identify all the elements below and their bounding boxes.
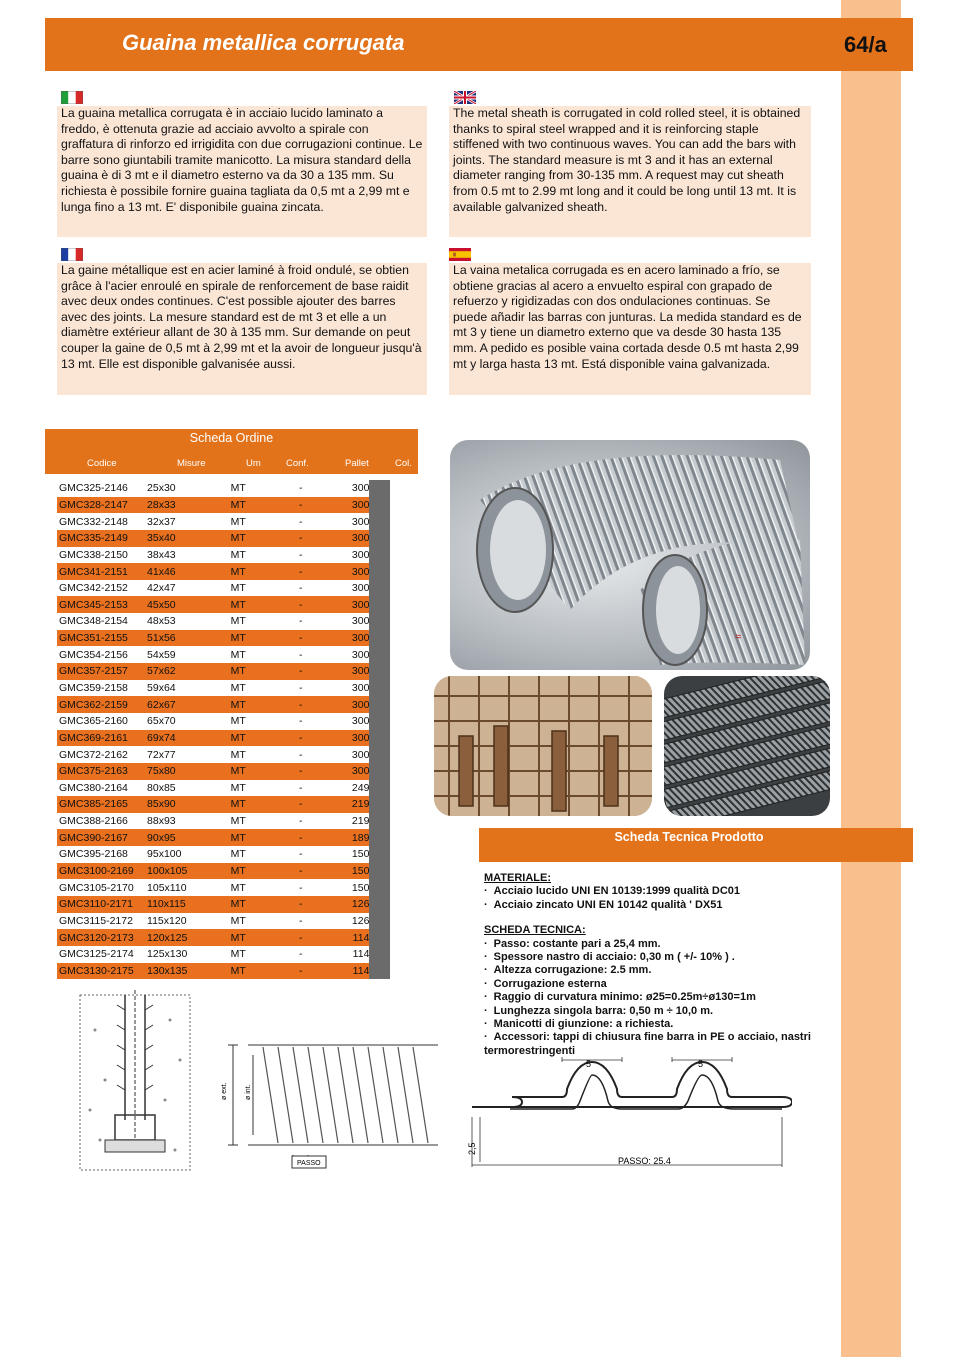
table-cell: 72x77 [147,748,176,761]
table-cell: 300 [351,615,370,628]
table-cell: - [299,548,303,561]
table-cell: 28x33 [145,497,229,514]
color-cell [369,963,390,980]
spec-item [484,1005,844,1018]
table-cell: MT [229,796,279,813]
table-cell: 115x120 [147,914,187,927]
table-cell: GMC325-2146 [59,482,128,495]
dim-top-1: 5 [586,1059,592,1069]
color-cell [369,746,390,763]
bullet: · [484,1031,488,1044]
column-header-size: Misure [177,458,206,469]
dim-top-2: 5 [698,1059,704,1069]
table-cell: 114 [341,929,370,946]
pitch-label: PASSO: 25.4 [618,1156,671,1166]
color-cell [369,497,390,514]
table-cell: 69x74 [145,730,229,747]
color-cell [369,913,390,930]
material-list [484,885,844,912]
svg-text:ø int.: ø int. [245,1084,252,1100]
table-row [57,630,390,647]
table-cell: - [299,648,303,661]
table-cell: GMC359-2158 [59,682,128,694]
table-cell: - [299,582,303,595]
table-cell: GMC3120-2173 [57,929,145,946]
table-cell: GMC341-2151 [57,563,145,580]
table-cell: - [279,896,341,913]
table-row [57,497,390,514]
table-cell: GMC3105-2170 [59,881,134,894]
color-cell [369,829,390,846]
tech-sheet-title: Scheda Tecnica Prodotto [614,830,764,844]
table-cell: 300 [351,515,370,528]
table-cell: 100x105 [145,863,229,880]
table-cell: 249 [351,781,370,794]
table-cell: 35x40 [145,530,229,547]
page-title: Guaina metallica corrugata [122,30,405,55]
table-row [57,696,390,713]
table-cell: 80x85 [147,781,176,794]
spec-item [484,991,844,1004]
description-fr: La gaine métallique est en acier laminé à froid ondulé, se obtien grâce à l'acier enroulé en spirale de renforcement de base raidit avec deux ondes continues. C'est possible ajouter des barres avec des joints. La mesure standard est de mt 3 et elle a un diamètre extérieur allant de 30 à 135 mm. Sur demande on peut couper la gaine de 0,5 mt à 2,99 mt et la avoir de longueur jusqu'à 13 mt. Elle est disponible galvanisée aussi. [57,263,427,395]
table-cell: GMC380-2164 [59,781,128,794]
table-cell: 38x43 [147,548,176,561]
table-row [57,796,390,813]
table-cell: MT [230,781,246,794]
table-cell: 90x95 [145,829,229,846]
table-cell: GMC372-2162 [59,748,128,761]
description-en: The metal sheath is corrugated in cold rolled steel, it is obtained thanks to spiral steel wrapped and it is reinforcing staple stiffened with two continuous waves. You can add the bars with joints. The standard measure is mt 3 and it has an external diameter ranging from 30-135 mm. A request may cut sheath from 0.5 mt to 2.99 mt long and it could be long until 13 mt. It is available galvanized sheath. [449,106,811,237]
table-cell: 150 [351,848,370,861]
table-cell: 126 [341,896,370,913]
bullet: · [484,885,488,898]
table-cell: 300 [341,696,370,713]
column-header-code: Codice [87,458,117,469]
table-row [57,513,390,530]
table-cell: MT [229,863,279,880]
column-header-unit: Um [246,458,261,469]
color-cell [369,946,390,963]
table-cell: MT [230,648,246,661]
table-cell: - [279,696,341,713]
table-cell: MT [230,848,246,861]
bullet: · [484,951,488,964]
table-cell: 300 [351,648,370,661]
table-row [57,879,390,896]
table-cell: 57x62 [145,663,229,680]
page-number: 64/a [844,32,887,57]
table-row [57,596,390,613]
table-cell: 300 [341,596,370,613]
table-cell: MT [229,497,279,514]
bullet: · [484,991,488,1004]
table-cell: 300 [351,682,370,694]
table-cell: 300 [341,630,370,647]
table-row [57,580,390,597]
description-it: La guaina metallica corrugata è in acciaio lucido laminato a freddo, è ottenuta grazie ad acciaio avvolto a spirale con graffatura di rinforzo ed irrigidita con due corrugazioni continue. Le barre sono giuntabili tramite manicotto. La misura standard della guaina è di 3 mt e il diametro esterno va da 30 a 135 mm. Su richiesta è possibile fornire guaina tagliata da 0,5 mt a 2,99 mt e lunga fino a 13 mt. E' disponibile guaina zincata. [57,106,427,237]
table-cell: GMC3115-2172 [59,914,133,927]
table-cell: 300 [341,530,370,547]
table-cell: MT [229,596,279,613]
color-cell [369,929,390,946]
order-table [57,480,390,979]
table-cell: 300 [341,497,370,514]
table-cell: 300 [341,730,370,747]
table-row [57,663,390,680]
table-cell: 300 [351,715,370,728]
table-cell: - [279,929,341,946]
table-cell: MT [229,963,279,980]
table-cell: - [299,682,303,694]
table-cell: 300 [341,763,370,780]
color-cell [369,613,390,630]
table-cell: 219 [351,815,370,828]
table-row [57,896,390,913]
table-row [57,613,390,630]
color-cell [369,547,390,564]
table-cell: GMC332-2148 [59,515,128,528]
product-photo-stack [664,676,830,816]
installation-drawing [75,990,195,1175]
table-cell: - [279,763,341,780]
spec-item [484,951,844,964]
column-header-color: Col. [395,458,412,469]
table-cell: GMC348-2154 [59,615,128,628]
table-cell: 62x67 [145,696,229,713]
table-cell: MT [229,563,279,580]
table-cell: 114 [352,948,370,961]
color-cell [369,879,390,896]
column-header-pack: Conf. [286,458,309,469]
color-cell [369,813,390,830]
dim-height: 2,5 [467,1142,477,1155]
spec-text: Manicotti di giunzione: a richiesta. [493,1018,674,1031]
table-cell: 300 [341,563,370,580]
table-cell: - [299,515,303,528]
bullet: · [484,1018,488,1031]
table-cell: 300 [341,663,370,680]
table-cell: 88x93 [147,815,176,828]
table-cell: GMC375-2163 [57,763,145,780]
table-cell: MT [229,696,279,713]
table-cell: 125x130 [147,948,188,961]
table-cell: - [279,596,341,613]
spec-text: Passo: costante pari a 25,4 mm. [493,937,661,950]
table-cell: - [299,482,303,495]
spec-text: Acciaio zincato UNI EN 10142 qualità ' DX51 [493,898,723,911]
table-cell: MT [230,914,246,927]
table-cell: MT [230,482,246,495]
spec-text: Lunghezza singola barra: 0,50 m ÷ 10,0 m. [493,1004,714,1017]
table-cell: MT [229,630,279,647]
spain-flag-icon [449,248,471,261]
table-cell: GMC369-2161 [57,730,145,747]
spec-text: Altezza corrugazione: 2.5 mm. [493,964,652,977]
table-row [57,480,390,497]
table-row [57,963,390,980]
table-cell: GMC390-2167 [57,829,145,846]
column-header-pallet: Pallet [345,458,369,469]
color-cell [369,796,390,813]
table-cell: 300 [351,482,370,495]
table-cell: 219 [341,796,370,813]
table-row [57,863,390,880]
table-cell: MT [230,682,246,694]
table-cell: 45x50 [145,596,229,613]
table-cell: MT [229,763,279,780]
spec-text: Acciaio lucido UNI EN 10139:1999 qualità DC01 [493,885,741,898]
table-row [57,646,390,663]
table-cell: MT [229,929,279,946]
table-row [57,780,390,797]
spec-item [484,885,844,898]
color-cell [369,646,390,663]
table-cell: 65x70 [147,715,176,728]
table-cell: 25x30 [147,482,176,495]
table-cell: - [279,796,341,813]
table-cell: 150 [351,881,370,894]
table-cell: - [299,815,303,828]
color-cell [369,696,390,713]
table-cell: MT [230,815,246,828]
table-cell: 42x47 [147,582,176,595]
bullet: · [484,937,488,950]
color-cell [369,896,390,913]
table-cell: GMC3110-2171 [57,896,145,913]
table-cell: MT [229,730,279,747]
table-cell: - [279,630,341,647]
table-cell: GMC365-2160 [59,715,128,728]
table-cell: GMC3100-2169 [57,863,145,880]
france-flag-icon [61,248,83,261]
table-cell: - [279,530,341,547]
table-cell: 114 [341,963,370,980]
table-row [57,730,390,747]
table-cell: - [299,615,303,628]
bullet: · [484,977,488,990]
table-cell: GMC362-2159 [57,696,145,713]
product-photo-sheath [450,440,810,670]
bullet: · [484,1004,488,1017]
table-cell: MT [230,548,246,561]
sheath-section-drawing [218,1025,438,1170]
color-cell [369,530,390,547]
table-cell: 51x56 [145,630,229,647]
table-row [57,563,390,580]
profile-drawing [462,1057,792,1172]
description-es: La vaina metalica corrugada es en acero laminado a frío, se obtiene gracias al acero a envuelto espiral con grapado de refuerzo y rigidizadas con dos ondulaciones continuas. Se puede añadir las barras con junturas. La medida standard es de mt 3 y tiene un diametro externo que va desde 30 hasta 135 mm. A pedido es posible vaina cortada desde 0.5 mt hasta 2,99 mt y larga hasta 13 mt. Está disponible vaina galvanizada. [449,263,811,395]
table-row [57,813,390,830]
italy-flag-icon [61,91,83,104]
spec-text: Raggio di curvatura minimo: ø25=0.25m÷ø130=1m [493,991,756,1004]
svg-text:≈: ≈ [735,631,742,643]
color-cell [369,596,390,613]
table-cell: 48x53 [147,615,176,628]
table-cell: - [279,730,341,747]
table-cell: MT [230,615,246,628]
table-cell: - [299,948,303,961]
spec-item [484,1031,844,1058]
table-row [57,846,390,863]
spec-text: Spessore nastro di acciaio: 0,30 m ( +/- 10% ) . [493,951,735,964]
tech-sheet-header [479,828,913,862]
table-cell: 95x100 [147,848,182,861]
color-cell [369,680,390,697]
table-row [57,929,390,946]
table-row [57,713,390,730]
table-cell: GMC335-2149 [57,530,145,547]
order-table-header [45,429,418,474]
table-cell: GMC342-2152 [59,582,128,595]
table-cell: 300 [351,548,370,561]
color-cell [369,580,390,597]
color-cell [369,663,390,680]
spec-text: Corrugazione esterna [493,977,607,990]
table-row [57,680,390,697]
table-cell: GMC3125-2174 [59,948,134,961]
table-row [57,763,390,780]
color-cell [369,763,390,780]
table-cell: 85x90 [145,796,229,813]
color-cell [369,863,390,880]
table-cell: 126 [351,914,370,927]
material-heading: MATERIALE: [484,872,552,884]
table-cell: 41x46 [145,563,229,580]
table-cell: GMC388-2166 [59,815,128,828]
table-cell: MT [230,515,246,528]
bullet: · [484,898,488,911]
color-cell [369,846,390,863]
table-cell: - [299,848,303,861]
table-cell: 300 [351,582,370,595]
table-cell: - [279,663,341,680]
color-cell [369,630,390,647]
table-cell: 75x80 [145,763,229,780]
spec-item [484,978,844,991]
table-cell: GMC385-2165 [57,796,145,813]
bullet: · [484,964,488,977]
table-row [57,746,390,763]
uk-flag-icon [454,91,476,104]
table-cell: 300 [351,748,370,761]
color-cell [369,713,390,730]
table-cell: - [279,563,341,580]
table-row [57,913,390,930]
spec-item [484,899,844,912]
table-cell: MT [230,582,246,595]
spec-item [484,938,844,951]
table-cell: GMC345-2153 [57,596,145,613]
tech-spec-list [484,938,844,1059]
table-cell: GMC328-2147 [57,497,145,514]
table-cell: - [279,829,341,846]
color-cell [369,780,390,797]
table-row [57,829,390,846]
spec-text: Accessori: tappi di chiusura fine barra in PE o acciaio, nastri termorestringenti [484,1031,811,1057]
table-row [57,530,390,547]
table-row [57,547,390,564]
table-cell: 32x37 [147,515,176,528]
tech-heading: SCHEDA TECNICA: [484,924,586,937]
sidebar-band [841,0,901,1357]
table-cell: - [299,881,303,894]
table-cell: 150 [341,863,370,880]
table-cell: - [299,748,303,761]
table-cell: - [299,781,303,794]
table-cell: MT [229,829,279,846]
table-cell: 59x64 [147,682,176,694]
table-cell: - [299,914,303,927]
table-cell: MT [230,715,246,728]
table-cell: GMC357-2157 [57,663,145,680]
table-cell: MT [229,896,279,913]
table-cell: GMC351-2155 [57,630,145,647]
rebar-cage-illustration [434,676,652,816]
order-title: Scheda Ordine [189,431,274,445]
table-cell: - [279,497,341,514]
corrugated-sheath-illustration [450,440,810,670]
spec-item [484,1018,844,1031]
color-cell [369,513,390,530]
spec-item [484,964,844,977]
table-cell: 54x59 [147,648,176,661]
table-cell: GMC395-2168 [59,848,128,861]
table-cell: GMC3130-2175 [57,963,145,980]
table-cell: MT [230,948,246,961]
svg-text:ø ext.: ø ext. [221,1082,228,1100]
table-cell: MT [230,748,246,761]
table-cell: 110x115 [145,896,229,913]
table-row [57,946,390,963]
product-photo-cage [434,676,652,816]
table-cell: 105x110 [147,881,187,894]
small-pitch-label: PASSO [297,1160,321,1167]
color-cell [369,563,390,580]
sheath-stack-illustration [664,676,830,816]
color-cell [369,730,390,747]
table-cell: - [299,715,303,728]
table-cell: - [279,863,341,880]
table-cell: MT [229,663,279,680]
table-cell: 189 [341,829,370,846]
table-cell: MT [229,530,279,547]
table-cell: GMC354-2156 [59,648,128,661]
table-cell: 120x125 [145,929,229,946]
color-cell [369,480,390,497]
tech-sheet [484,872,844,1058]
table-cell: MT [230,881,246,894]
table-cell: GMC338-2150 [59,548,128,561]
table-cell: 130x135 [145,963,229,980]
table-cell: - [279,963,341,980]
